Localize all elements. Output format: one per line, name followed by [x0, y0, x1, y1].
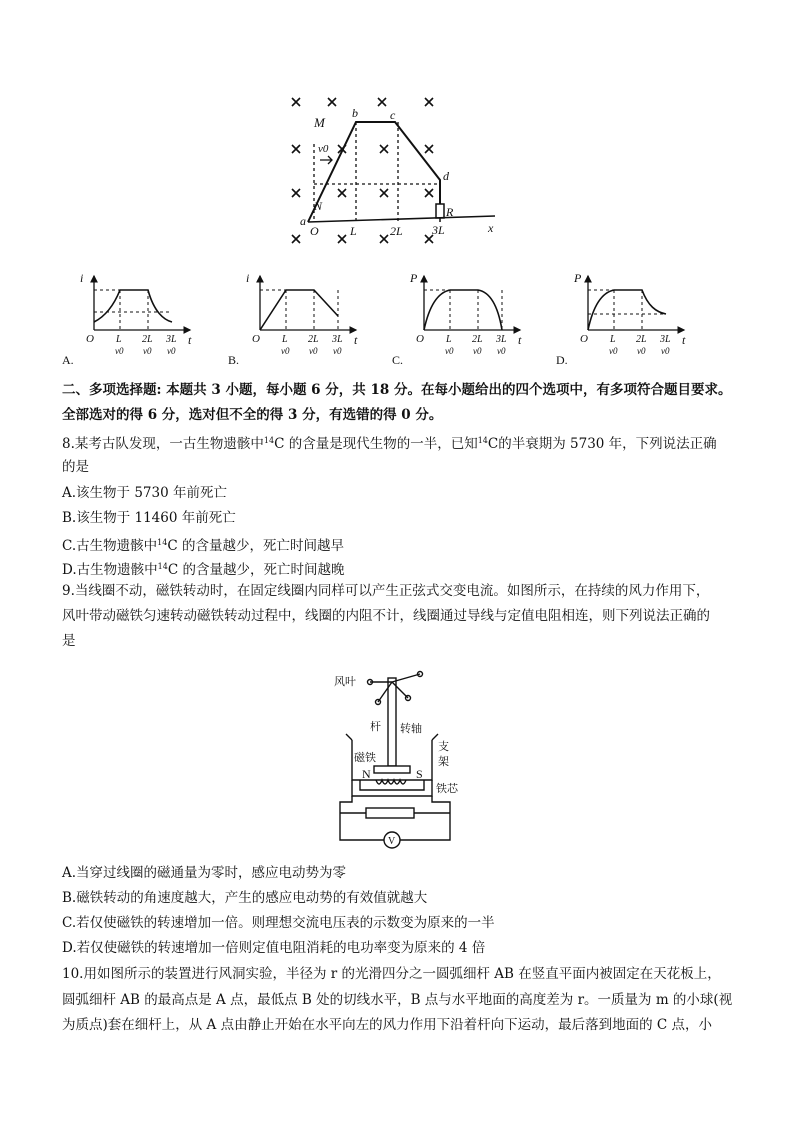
- svg-text:c: c: [390, 108, 396, 122]
- svg-text:v0: v0: [333, 346, 342, 356]
- svg-text:O: O: [310, 224, 319, 238]
- svg-text:v0: v0: [281, 346, 290, 356]
- svg-text:a: a: [300, 214, 306, 228]
- q8-option-D: D.古生物遗骸中$^{14}$C 的含量越少，死亡时间越晚: [62, 562, 345, 578]
- svg-text:L: L: [116, 334, 122, 345]
- q9-option-A: A.当穿过线圈的磁通量为零时，感应电动势为零: [62, 865, 347, 881]
- q9-option-C: C.若仅使磁铁的转速增加一倍。则理想交流电压表的示数变为原来的一半: [62, 915, 495, 931]
- svg-text:t: t: [354, 333, 358, 347]
- svg-text:v0: v0: [497, 346, 506, 356]
- svg-text:B.: B.: [228, 353, 240, 367]
- svg-text:v0: v0: [637, 346, 646, 356]
- wind-generator-figure: [330, 668, 470, 853]
- q8-option-A: A.该生物于 5730 年前死亡: [62, 485, 227, 501]
- q8-stem: 8.某考古队发现，一古生物遗骸中$^{14}$C 的含量是现代生物的一半，已知$^{14}$C的半衰期为 5730 年，下列说法正确: [62, 436, 717, 452]
- graph-C: [392, 272, 522, 367]
- svg-text:支: 支: [438, 741, 449, 753]
- x-axis: [308, 216, 495, 222]
- svg-text:2L: 2L: [472, 334, 483, 345]
- q10-line1: 10.用如图所示的装置进行风洞实验，半径为 r 的光滑四分之一圆弧细杆 AB 在竖直平面内被固定在天花板上，: [62, 966, 721, 982]
- q8-option-C: C.古生物遗骸中$^{14}$C 的含量越少，死亡时间越早: [62, 538, 344, 554]
- svg-text:v0: v0: [473, 346, 482, 356]
- svg-text:A.: A.: [62, 353, 74, 367]
- svg-text:架: 架: [438, 756, 449, 768]
- svg-text:N: N: [314, 199, 323, 213]
- svg-text:铁芯: 铁芯: [436, 783, 458, 795]
- svg-text:i: i: [80, 272, 84, 285]
- svg-text:L: L: [350, 224, 357, 238]
- graph-A: [62, 272, 192, 367]
- graph-B: [228, 272, 358, 367]
- svg-text:2L: 2L: [390, 224, 403, 238]
- svg-text:t: t: [188, 333, 192, 347]
- svg-text:N: N: [362, 767, 371, 781]
- svg-text:2L: 2L: [636, 334, 647, 345]
- svg-text:3L: 3L: [332, 334, 343, 345]
- svg-text:2L: 2L: [142, 334, 153, 345]
- svg-text:M: M: [314, 115, 325, 130]
- svg-text:O: O: [86, 333, 94, 345]
- q9-stem-line2: 风叶带动磁铁匀速转动磁铁转动过程中，线圈的内阻不计，线圈通过导线与定值电阻相连，则下列说法正确的: [62, 608, 710, 624]
- resistor-R: [436, 204, 444, 218]
- q9-stem-line3: 是: [62, 633, 76, 649]
- svg-text:x: x: [488, 221, 494, 235]
- svg-text:2L: 2L: [308, 334, 319, 345]
- svg-text:磁铁: 磁铁: [354, 752, 376, 764]
- q9-stem-line1: 9.当线圈不动，磁铁转动时，在固定线圈内同样可以产生正弦式交变电流。如图所示，在持续的风力作用下，: [62, 583, 710, 599]
- svg-text:S: S: [416, 767, 423, 781]
- graph-D: [556, 272, 686, 367]
- svg-text:3L: 3L: [166, 334, 177, 345]
- svg-text:v0: v0: [115, 346, 124, 356]
- option-graphs: [60, 272, 700, 367]
- svg-text:v0: v0: [661, 346, 670, 356]
- svg-text:L: L: [446, 334, 452, 345]
- svg-text:v0: v0: [167, 346, 176, 356]
- svg-text:P: P: [574, 272, 582, 285]
- svg-text:L: L: [282, 334, 288, 345]
- svg-text:t: t: [518, 333, 522, 347]
- svg-text:i: i: [246, 272, 250, 285]
- svg-text:v0: v0: [309, 346, 318, 356]
- field-loop-figure: [280, 92, 510, 252]
- svg-text:b: b: [352, 106, 358, 120]
- svg-text:风叶: 风叶: [334, 676, 356, 688]
- svg-text:P: P: [410, 272, 418, 285]
- q8-option-B: B.该生物于 11460 年前死亡: [62, 510, 236, 526]
- q8-stem-line2: 的是: [62, 459, 89, 475]
- svg-text:v0: v0: [609, 346, 618, 356]
- svg-text:v0: v0: [445, 346, 454, 356]
- svg-text:L: L: [610, 334, 616, 345]
- q9-option-B: B.磁铁转动的角速度越大，产生的感应电动势的有效值就越大: [62, 890, 428, 906]
- section2-line2: 全部选对的得 6 分，选对但不全的得 3 分，有选错的得 0 分。: [62, 407, 443, 423]
- q10-line3: 为质点)套在细杆上，从 A 点由静止开始在水平向左的风力作用下沿着杆向下运动，最后落到地面的 C 点，小: [62, 1017, 713, 1033]
- svg-text:R: R: [446, 205, 454, 219]
- svg-text:O: O: [580, 333, 588, 345]
- svg-text:O: O: [416, 333, 424, 345]
- loop-rail: [308, 122, 440, 222]
- svg-text:O: O: [252, 333, 260, 345]
- svg-text:C.: C.: [392, 353, 404, 367]
- section2-line1: 二、多项选择题: 本题共 3 小题，每小题 6 分，共 18 分。在每小题给出的四个选项中，有多项符合题目要求。: [62, 382, 732, 398]
- svg-text:杆: 杆: [370, 721, 381, 733]
- svg-text:D.: D.: [556, 353, 568, 367]
- svg-text:转轴: 转轴: [400, 723, 422, 735]
- svg-text:3L: 3L: [660, 334, 671, 345]
- svg-text:V: V: [388, 836, 396, 847]
- svg-text:d: d: [443, 169, 449, 183]
- q9-option-D: D.若仅使磁铁的转速增加一倍则定值电阻消耗的电功率变为原来的 4 倍: [62, 940, 486, 956]
- svg-text:3L: 3L: [496, 334, 507, 345]
- svg-text:3L: 3L: [432, 223, 445, 237]
- svg-text:v0: v0: [318, 143, 329, 155]
- q10-line2: 圆弧细杆 AB 的最高点是 A 点，最低点 B 处的切线水平，B 点与水平地面的高度差为 r。一质量为 m 的小球(视: [62, 992, 733, 1008]
- svg-text:t: t: [682, 333, 686, 347]
- v0-arrow: [320, 156, 332, 164]
- svg-text:v0: v0: [143, 346, 152, 356]
